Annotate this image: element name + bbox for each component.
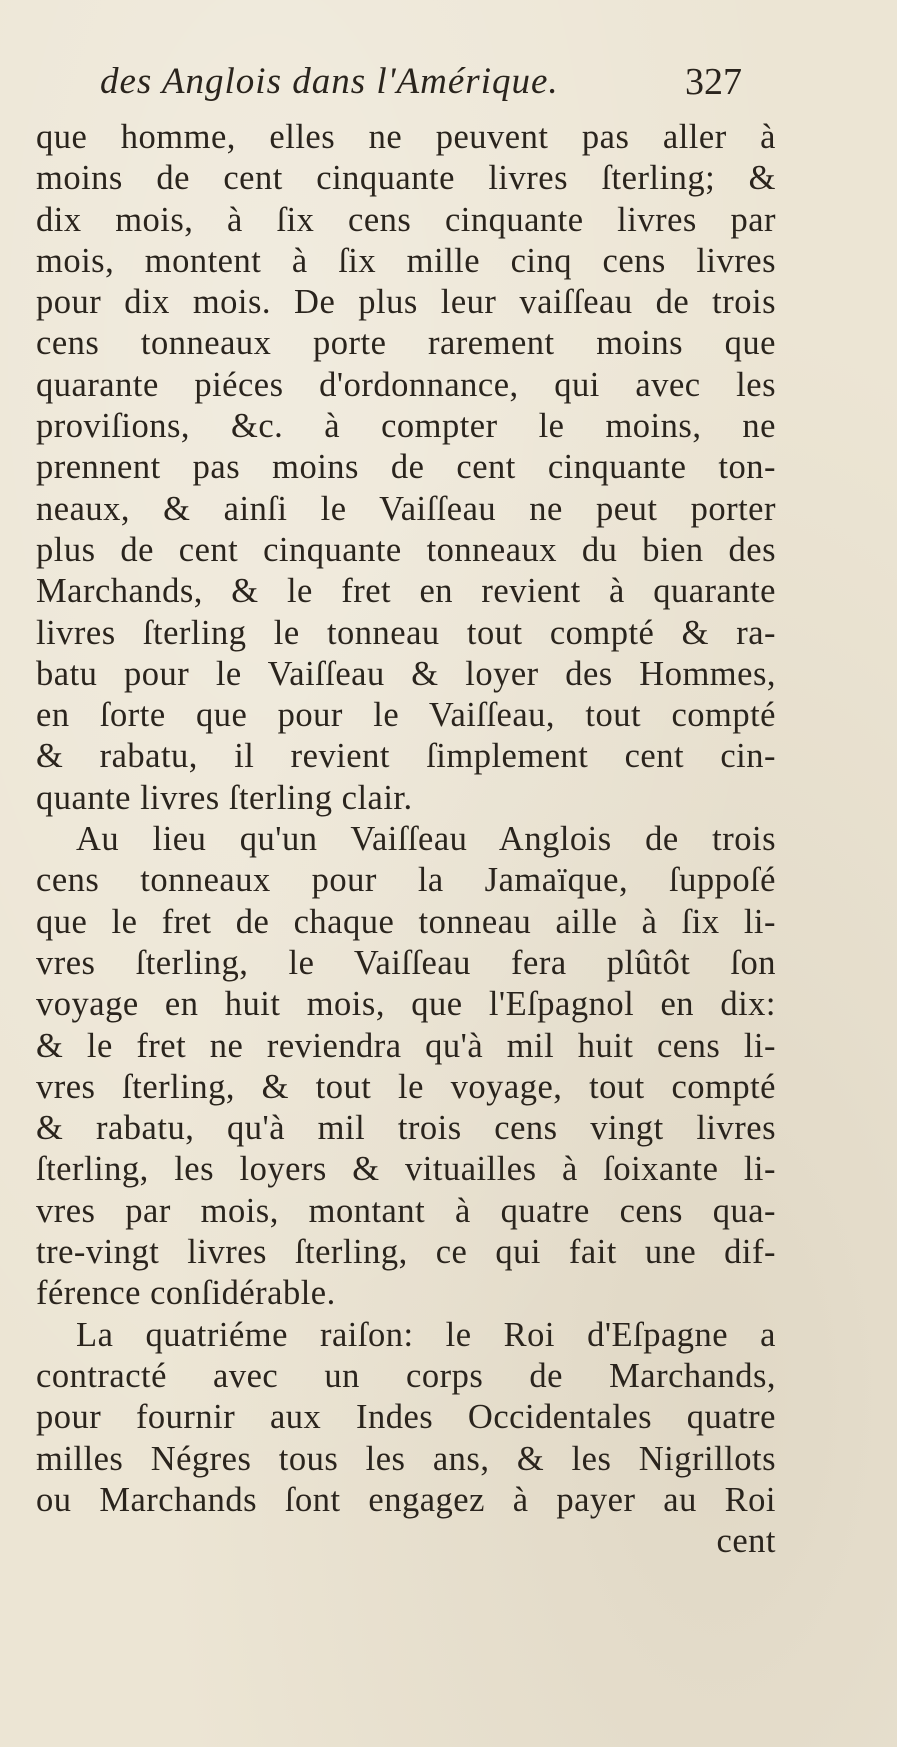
text-line: & rabatu, il revient ſimplement cent cin- <box>36 737 776 776</box>
text-line: Au lieu qu'un Vaiſſeau Anglois de trois <box>76 820 776 859</box>
text-line: ou Marchands ſont engagez à payer au Roi <box>36 1480 776 1519</box>
text-line: quarante piéces d'ordonnance, qui avec les <box>36 365 776 404</box>
text-line: voyage en huit mois, que l'Eſpagnol en dix: <box>36 985 776 1024</box>
text-line: que homme, elles ne peuvent pas aller à <box>36 118 776 156</box>
text-line: pour fournir aux Indes Occidentales quatre <box>36 1398 776 1437</box>
text-line: & rabatu, qu'à mil trois cens vingt livres <box>36 1109 776 1148</box>
paragraph-3 <box>36 1315 776 1521</box>
text-line: neaux, & ainſi le Vaiſſeau ne peut porter <box>36 489 776 528</box>
text-line: vres ſterling, & tout le voyage, tout compté <box>36 1067 776 1106</box>
text-line: batu pour le Vaiſſeau & loyer des Hommes, <box>36 654 776 693</box>
text-line: férence conſidérable. <box>36 1274 336 1313</box>
text-line: vres par mois, montant à quatre cens qua- <box>36 1191 776 1230</box>
text-line: proviſions, &c. à compter le moins, ne <box>36 407 776 446</box>
text-line: que le fret de chaque tonneau aille à ſix li- <box>36 902 776 941</box>
text-line: pour dix mois. De plus leur vaiſſeau de trois <box>36 283 776 322</box>
text-line: quante livres ſterling clair. <box>36 778 413 817</box>
running-head-title: des Anglois dans l'Amérique. <box>100 61 559 102</box>
text-line: cens tonneaux porte rarement moins que <box>36 324 776 363</box>
page-number: 327 <box>685 61 742 103</box>
text-line: contracté avec un corps de Marchands, <box>36 1356 776 1395</box>
paragraph-1 <box>36 117 776 819</box>
text-line: & le fret ne reviendra qu'à mil huit cens li- <box>36 1026 776 1065</box>
text-line: moins de cent cinquante livres ſterling; & <box>36 159 776 198</box>
text-line: Marchands, & le fret en revient à quarante <box>36 572 776 611</box>
text-line: cens tonneaux pour la Jamaïque, ſuppoſé <box>36 861 776 900</box>
text-line: mois, montent à ſix mille cinq cens livres <box>36 241 776 280</box>
text-line: en ſorte que pour le Vaiſſeau, tout compté <box>36 696 776 735</box>
text-line: tre-vingt livres ſterling, ce qui fait une dif- <box>36 1233 776 1272</box>
paragraph-2 <box>36 819 776 1315</box>
text-line: prennent pas moins de cent cinquante ton- <box>36 448 776 487</box>
text-line: dix mois, à ſix cens cinquante livres par <box>36 200 776 239</box>
text-line: livres ſterling le tonneau tout compté & ra- <box>36 613 776 652</box>
text-line: ſterling, les loyers & vituailles à ſoixante li- <box>36 1150 776 1189</box>
text-line: plus de cent cinquante tonneaux du bien des <box>36 530 776 569</box>
body-text <box>36 117 776 1562</box>
text-line: vres ſterling, le Vaiſſeau fera plûtôt ſon <box>36 943 776 982</box>
running-head <box>0 60 897 110</box>
catchword: cent <box>716 1522 776 1561</box>
text-line: milles Négres tous les ans, & les Nigrillots <box>36 1439 776 1478</box>
text-line: La quatriéme raiſon: le Roi d'Eſpagne a <box>76 1315 776 1354</box>
